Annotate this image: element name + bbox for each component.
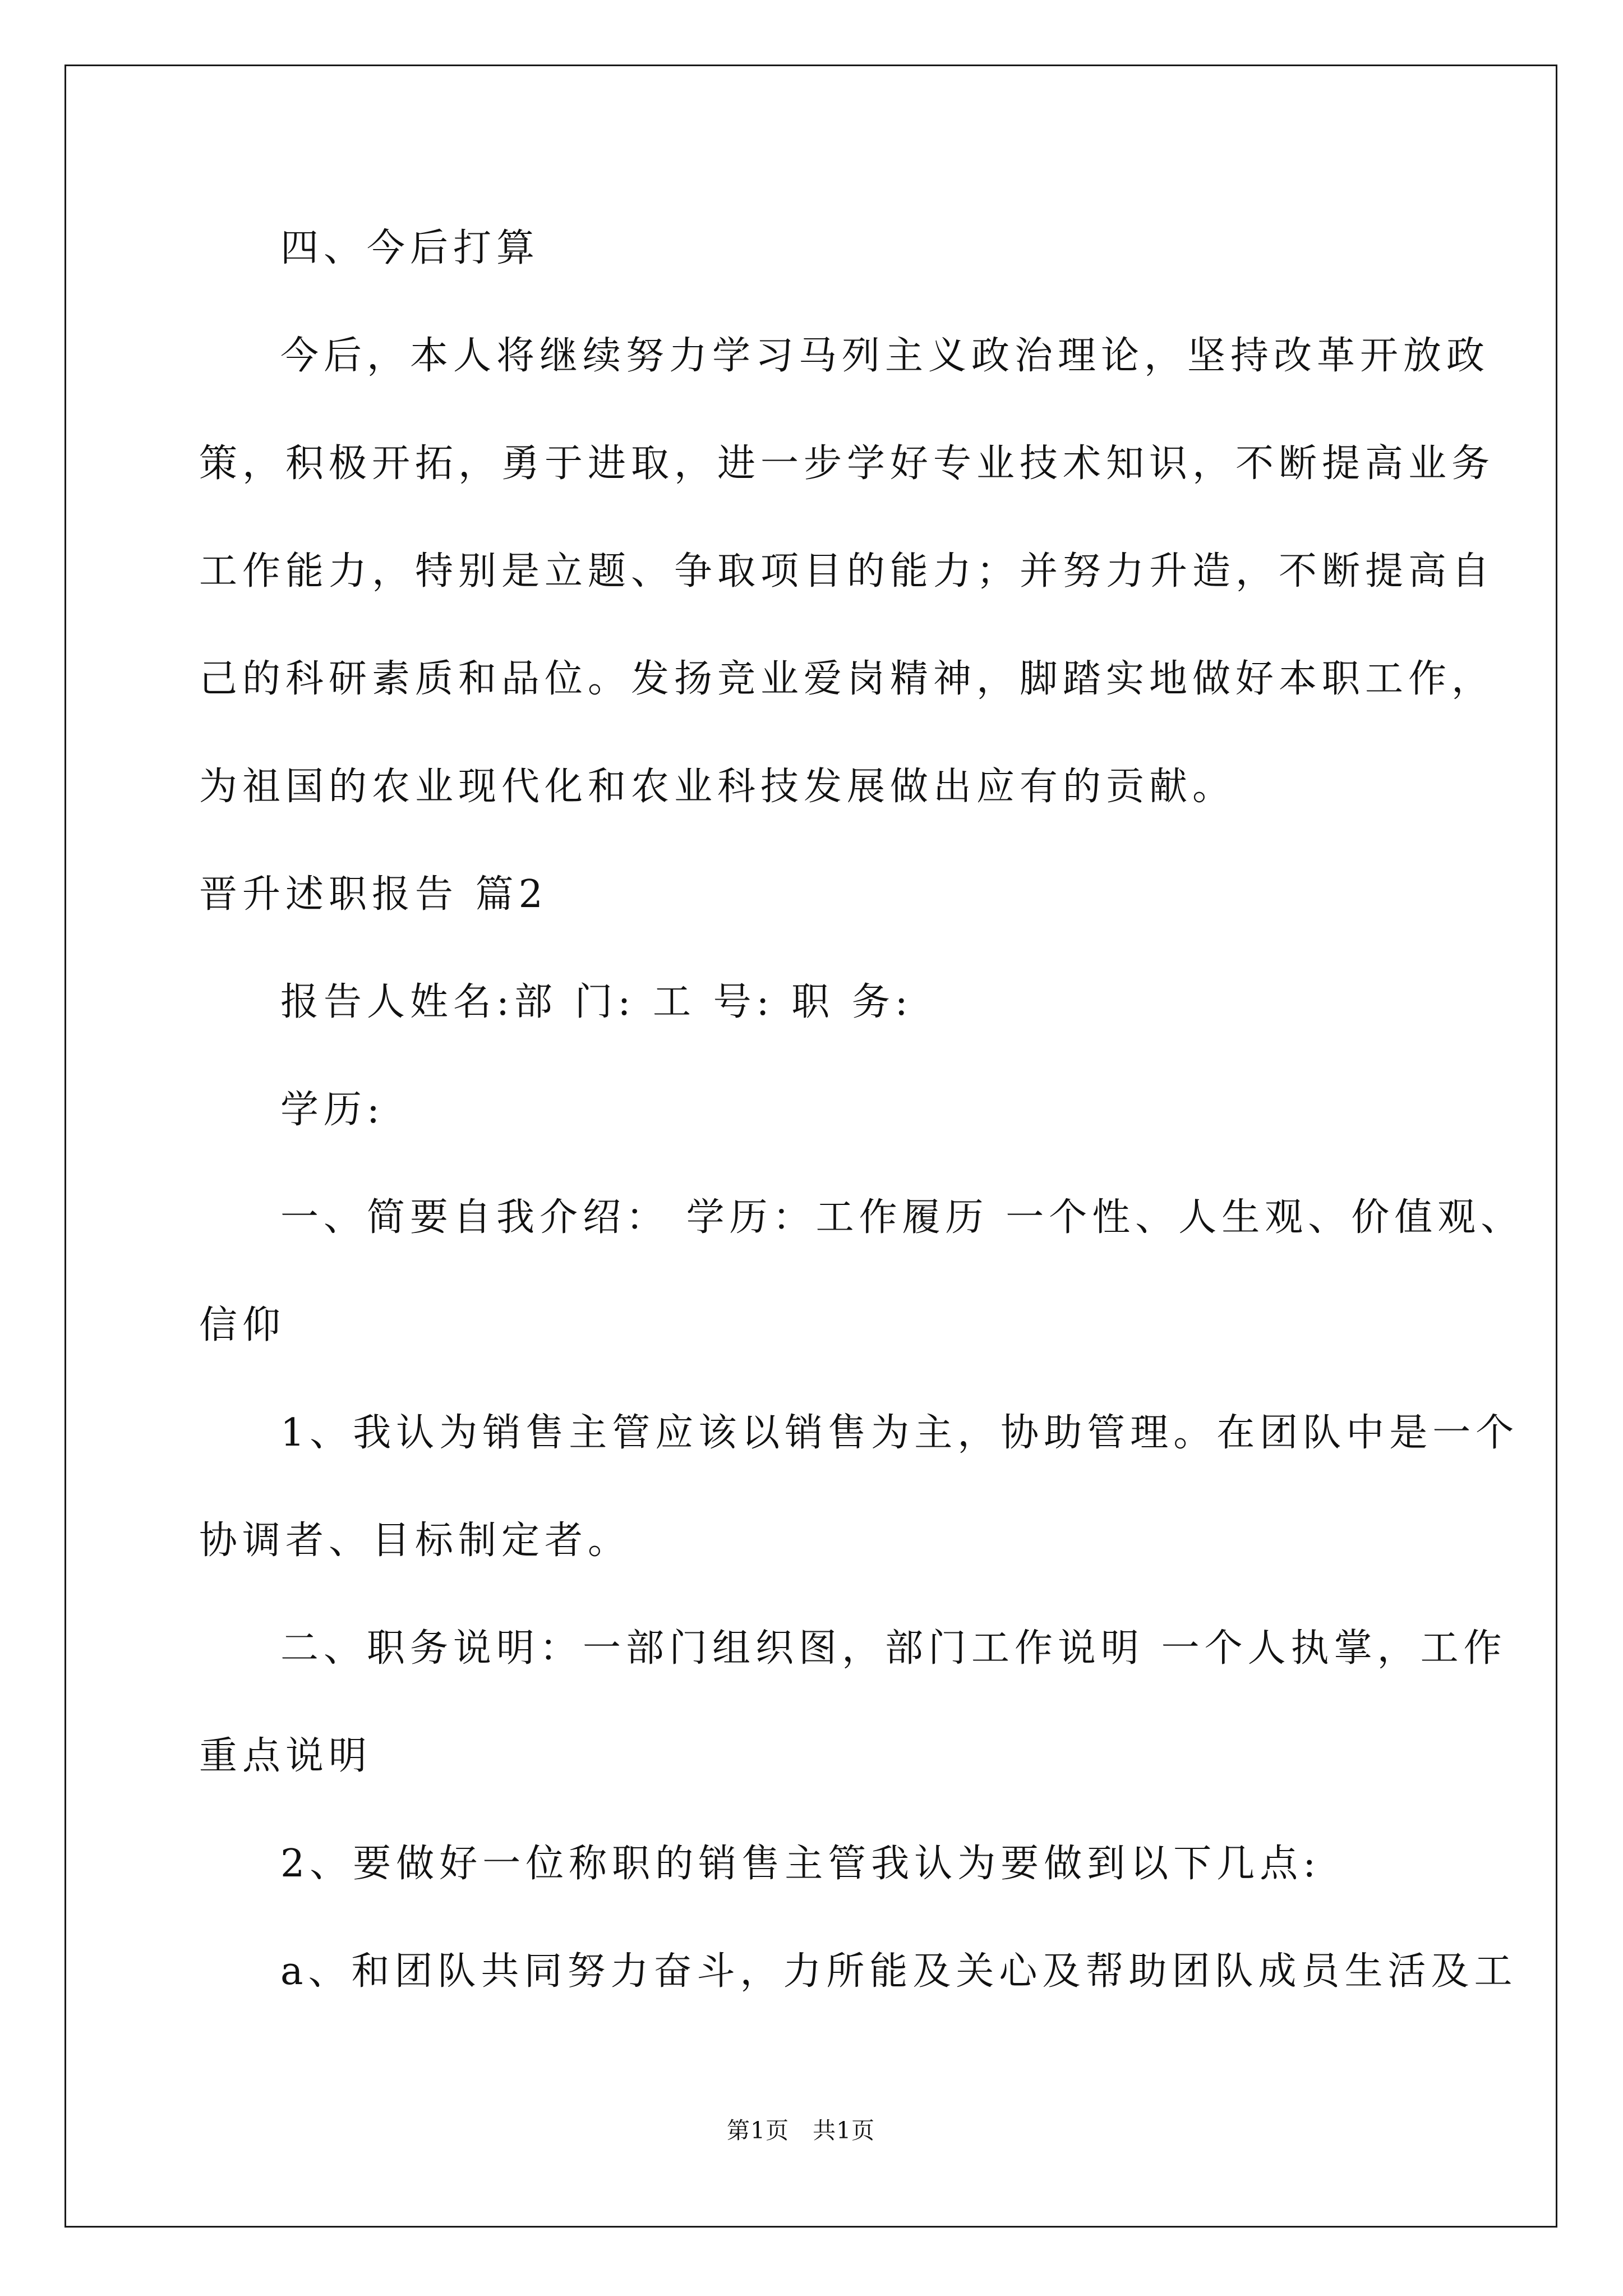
paragraph-line: 二、职务说明：一部门组织图，部门工作说明 一个人执掌，工作: [280, 1626, 1507, 1671]
section-heading-plans: 四、今后打算: [280, 226, 540, 270]
paragraph-line: 协调者、目标制定者。: [199, 1519, 631, 1563]
page-border: [64, 65, 1557, 2228]
report-header-fields: 报告人姓名:部 门: 工 号: 职 务:: [280, 980, 913, 1024]
paragraph-line: 重点说明: [199, 1734, 372, 1778]
paragraph-line: 1、我认为销售主管应该以销售为主，协助管理。在团队中是一个: [280, 1411, 1519, 1455]
education-field: 学历:: [280, 1088, 385, 1132]
paragraph-line: 己的科研素质和品位。发扬竞业爱岗精神，脚踏实地做好本职工作，: [199, 657, 1495, 701]
paragraph-line: a、和团队共同努力奋斗，力所能及关心及帮助团队成员生活及工: [280, 1949, 1518, 1994]
paragraph-line: 信仰: [199, 1303, 286, 1347]
paragraph-line: 为祖国的农业现代化和农业科技发展做出应有的贡献。: [199, 765, 1236, 809]
paragraph-line: 2、要做好一位称职的销售主管我认为要做到以下几点:: [280, 1842, 1321, 1886]
page-footer: 第1页 共1页: [727, 2117, 875, 2144]
paragraph-line: 策，积极开拓，勇于进取，进一步学好专业技术知识，不断提高业务: [199, 441, 1495, 486]
paragraph-line: 工作能力，特别是立题、争取项目的能力；并努力升造，不断提高自: [199, 549, 1495, 593]
paragraph-line: 今后，本人将继续努力学习马列主义政治理论，坚持改革开放政: [280, 334, 1490, 378]
paragraph-line: 一、简要自我介绍： 学历：工作履历 一个性、人生观、价值观、: [280, 1195, 1524, 1240]
article-title: 晋升述职报告 篇2: [199, 872, 548, 917]
